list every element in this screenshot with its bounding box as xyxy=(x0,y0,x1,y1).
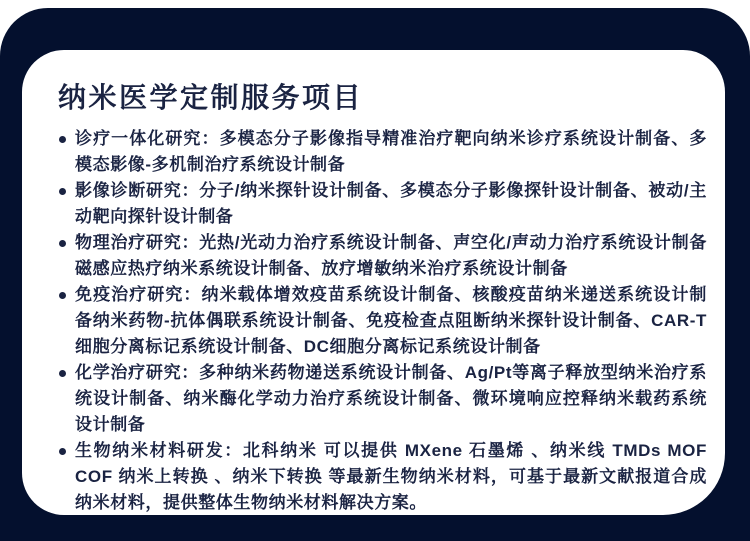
list-item xyxy=(58,230,707,282)
service-card xyxy=(22,50,725,515)
service-list xyxy=(58,126,707,515)
list-item xyxy=(58,126,707,178)
list-item-text: 物理治疗研究：光热/光动力治疗系统设计制备、声空化/声动力治疗系统设计制备磁感应热疗纳米系统设计制备、放疗增敏纳米治疗系统设计制备 xyxy=(75,233,707,278)
list-item-text: 免疫治疗研究：纳米载体增效疫苗系统设计制备、核酸疫苗纳米递送系统设计制备纳米药物-抗体偶联系统设计制备、免疫检查点阻断纳米探针设计制备、CAR-T细胞分离标记系统设计制备、DC细胞分离标记系统设计制备 xyxy=(75,285,707,356)
bullet-icon xyxy=(59,370,66,377)
bullet-icon xyxy=(59,136,66,143)
list-item-text: 诊疗一体化研究：多模态分子影像指导精准治疗靶向纳米诊疗系统设计制备、多模态影像-多机制治疗系统设计制备 xyxy=(75,129,707,174)
list-item-text: 生物纳米材料研发：北科纳米 可以提供 MXene 石墨烯 、纳米线 TMDs MOF COF 纳米上转换 、纳米下转换 等最新生物纳米材料，可基于最新文献报道合成纳米材料，提供整体生物纳米材料解决方案。 xyxy=(75,441,707,512)
list-item-text: 影像诊断研究：分子/纳米探针设计制备、多模态分子影像探针设计制备、被动/主动靶向探针设计制备 xyxy=(75,181,707,226)
bullet-icon xyxy=(59,448,66,455)
bullet-icon xyxy=(59,292,66,299)
bullet-icon xyxy=(59,188,66,195)
list-item xyxy=(58,282,707,360)
list-item-text: 化学治疗研究：多种纳米药物递送系统设计制备、Ag/Pt等离子释放型纳米治疗系统设计制备、纳米酶化学动力治疗系统设计制备、微环境响应控释纳米载药系统设计制备 xyxy=(75,363,707,434)
page-title: 纳米医学定制服务项目 xyxy=(58,82,364,113)
list-item xyxy=(58,438,707,515)
list-item xyxy=(58,178,707,230)
bullet-icon xyxy=(59,240,66,247)
list-item xyxy=(58,360,707,438)
